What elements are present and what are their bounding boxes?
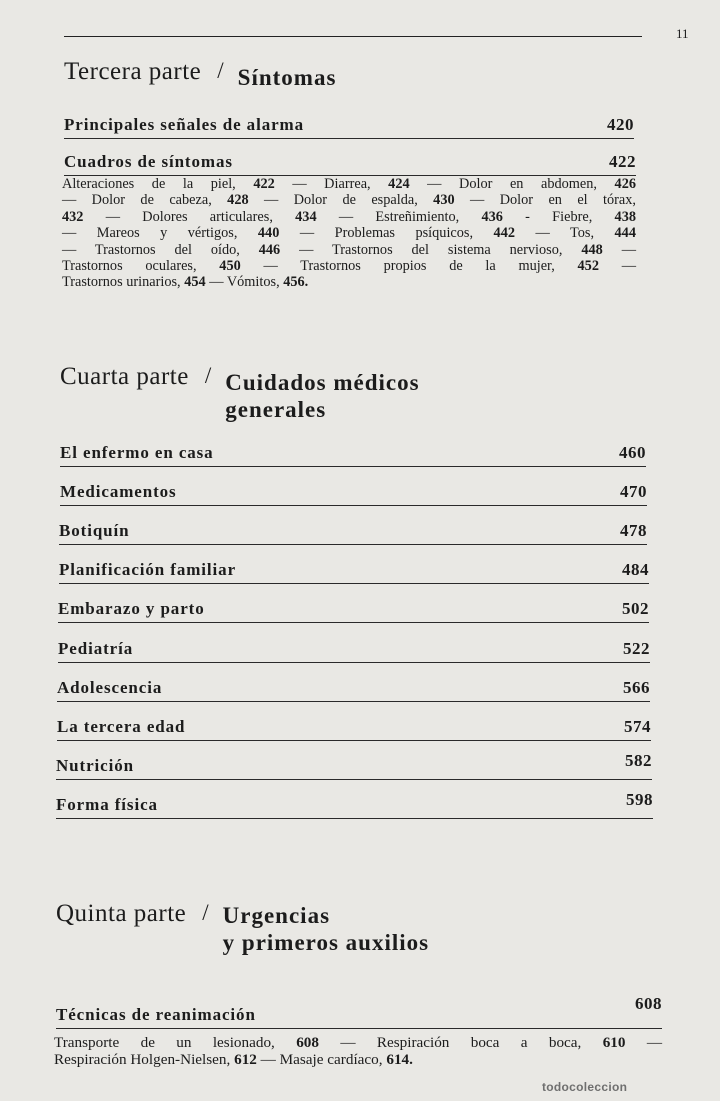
entry-page: 478 [620, 521, 647, 540]
detail-text: — Tos, [515, 225, 615, 242]
entry-page: 574 [624, 717, 651, 736]
detail-text: — Dolor de cabeza, [62, 192, 228, 209]
part3-name: Tercera parte [64, 58, 202, 85]
entry-page: 598 [626, 790, 653, 809]
entry-title: Medicamentos [60, 482, 177, 501]
detail-text: — Trastornos del oído, [62, 241, 259, 258]
entry-page: 470 [620, 482, 647, 501]
part3-symptom-list [62, 176, 636, 291]
detail-text: — Problemas psíquicos, [279, 225, 494, 242]
part4-name: Cuarta parte [60, 363, 189, 390]
entry-title: Pediatría [58, 639, 134, 658]
page-ref[interactable]: 448 [581, 241, 603, 258]
part4-title-line: generales [225, 397, 327, 422]
toc-entry-alarm[interactable] [64, 108, 634, 139]
part-separator: / [217, 58, 224, 83]
entry-title: Cuadros de síntomas [64, 152, 233, 171]
watermark-logo [542, 1080, 627, 1094]
detail-text: — Trastornos del sistema nervioso, [280, 241, 582, 258]
detail-line [62, 176, 636, 192]
part5-technique-list [54, 1034, 662, 1068]
entry-title: Técnicas de reanimación [56, 1005, 256, 1024]
entry-title: Botiquín [59, 521, 130, 540]
toc-entry[interactable] [57, 710, 651, 741]
part4-title [225, 363, 419, 423]
part5-title [223, 900, 429, 956]
entry-page: 502 [622, 599, 649, 618]
page-ref[interactable]: 438 [614, 208, 636, 225]
page-ref[interactable]: 610 [602, 1034, 626, 1051]
toc-entry[interactable] [56, 788, 653, 819]
detail-text: — Estreñimiento, [316, 208, 482, 225]
page-ref[interactable]: 428 [227, 192, 249, 209]
toc-entry-symptom-tables[interactable] [64, 145, 636, 176]
part-separator: / [204, 363, 212, 388]
page-ref[interactable]: 450 [219, 258, 241, 275]
page-ref[interactable]: 422 [253, 176, 275, 192]
detail-text: Trastornos oculares, [62, 258, 220, 275]
toc-entry-resuscitation[interactable] [56, 996, 662, 1029]
page-ref[interactable]: 430 [433, 192, 455, 209]
entry-page: 582 [625, 751, 652, 770]
entry-page: 460 [619, 443, 646, 462]
page-ref[interactable]: 452 [577, 258, 599, 275]
entry-title: Forma física [56, 795, 158, 814]
detail-text: — Dolor en el tórax, [454, 192, 636, 209]
toc-entry[interactable] [58, 632, 650, 663]
part4-title-line: Cuidados médicos [225, 370, 420, 395]
toc-entry[interactable] [57, 671, 650, 702]
part3-title [238, 58, 337, 91]
entry-page: 608 [635, 994, 662, 1013]
entry-title: El enfermo en casa [60, 443, 214, 462]
detail-text: — Masaje cardíaco, [256, 1051, 387, 1068]
detail-text: — Dolores articulares, [83, 208, 296, 225]
toc-entry[interactable] [60, 436, 646, 467]
detail-text: Transporte de un lesionado, [54, 1034, 297, 1051]
detail-text: — Vómitos, [205, 274, 284, 291]
detail-line [62, 242, 636, 258]
detail-text: — Dolor en abdomen, [409, 176, 615, 192]
top-rule [64, 36, 642, 37]
page-ref[interactable]: 444 [614, 225, 636, 242]
detail-text: Respiración Holgen-Nielsen, [54, 1051, 235, 1068]
detail-text: — [625, 1034, 663, 1051]
detail-line [62, 209, 636, 225]
part-separator: / [202, 900, 209, 925]
entry-page: 566 [623, 678, 650, 697]
toc-entry[interactable] [56, 749, 652, 780]
part4-header [60, 363, 420, 423]
detail-line [54, 1051, 662, 1068]
toc-entry[interactable] [59, 553, 649, 584]
detail-text: — [602, 241, 637, 258]
entry-page: 422 [609, 152, 636, 171]
page-ref[interactable]: 436 [481, 208, 503, 225]
detail-line [62, 258, 636, 274]
entry-title: Embarazo y parto [58, 599, 205, 618]
toc-entry[interactable] [59, 514, 647, 545]
detail-text: — Mareos y vértigos, [62, 225, 258, 242]
page-ref[interactable]: 426 [614, 176, 636, 192]
page-ref[interactable]: 442 [493, 225, 515, 242]
detail-text: — Diarrea, [274, 176, 389, 192]
entry-title: La tercera edad [57, 717, 186, 736]
part5-title-line: Urgencias [222, 903, 331, 928]
entry-title: Planificación familiar [59, 560, 237, 579]
entry-page: 522 [623, 639, 650, 658]
detail-text: — Respiración boca a boca, [318, 1034, 603, 1051]
toc-entry[interactable] [60, 475, 647, 506]
page-ref[interactable]: 614. [386, 1051, 413, 1068]
detail-line [54, 1034, 662, 1051]
detail-text: — Trastornos propios de la mujer, [240, 258, 578, 275]
detail-text: Alteraciones de la piel, [62, 176, 254, 192]
detail-line [62, 192, 636, 208]
entry-page: 484 [622, 560, 649, 579]
page-ref[interactable]: 424 [388, 176, 410, 192]
page-ref[interactable]: 432 [62, 208, 84, 225]
entry-title: Nutrición [56, 756, 134, 775]
page-ref[interactable]: 434 [295, 208, 317, 225]
watermark-text: todocoleccion [542, 1080, 628, 1094]
part5-title-line: y primeros auxilios [222, 930, 430, 955]
part5-name: Quinta parte [56, 900, 187, 927]
part5-header [56, 900, 429, 956]
detail-text: Trastornos urinarios, [62, 274, 185, 291]
detail-text: — [598, 258, 637, 275]
page-ref[interactable]: 608 [296, 1034, 319, 1051]
detail-line [62, 225, 636, 241]
part3-title-line: Síntomas [237, 65, 337, 90]
entry-title: Principales señales de alarma [64, 115, 304, 134]
page-ref[interactable]: 454 [184, 274, 206, 291]
toc-entry[interactable] [58, 592, 649, 623]
part3-header [64, 58, 336, 91]
entry-page: 420 [607, 115, 634, 134]
page-ref[interactable]: 446 [258, 241, 281, 258]
page-ref[interactable]: 456. [283, 274, 309, 291]
entry-title: Adolescencia [57, 678, 163, 697]
detail-line [62, 274, 636, 290]
page-ref[interactable]: 440 [257, 225, 280, 242]
detail-text: — Dolor de espalda, [248, 192, 434, 209]
detail-text: - Fiebre, [502, 208, 615, 225]
page-number: 11 [676, 26, 689, 41]
page-ref[interactable]: 612 [234, 1051, 257, 1068]
